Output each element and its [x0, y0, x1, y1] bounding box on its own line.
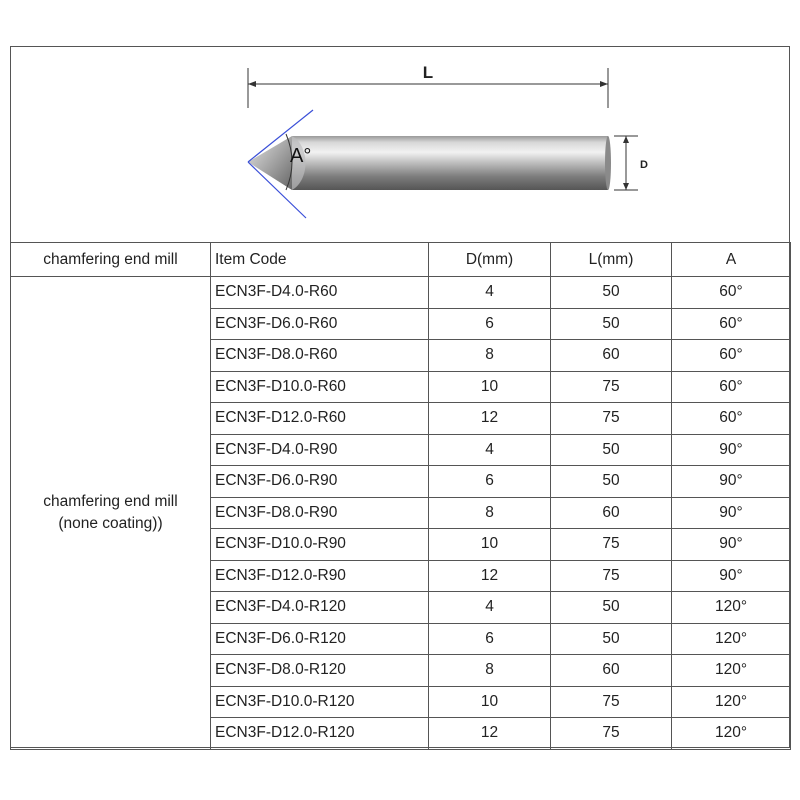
category-cell — [11, 277, 211, 750]
header-category: chamfering end mill — [11, 243, 211, 277]
item-code-cell: ECN3F-D4.0-R60 — [211, 277, 429, 309]
header-l: L(mm) — [551, 243, 672, 277]
item-code-cell: ECN3F-D10.0-R60 — [211, 371, 429, 403]
l-cell: 50 — [551, 277, 672, 309]
a-cell: 60° — [672, 308, 791, 340]
a-cell: 90° — [672, 466, 791, 498]
item-code-cell: ECN3F-D10.0-R120 — [211, 686, 429, 718]
table-body — [11, 277, 791, 750]
d-cell: 4 — [429, 434, 551, 466]
l-cell: 75 — [551, 560, 672, 592]
d-cell: 12 — [429, 403, 551, 435]
table-row — [11, 277, 791, 309]
l-cell: 60 — [551, 340, 672, 372]
d-cell: 6 — [429, 308, 551, 340]
table-header-row — [11, 243, 791, 277]
a-cell: 120° — [672, 686, 791, 718]
item-code-cell: ECN3F-D8.0-R60 — [211, 340, 429, 372]
tool-drawing-svg — [10, 46, 790, 242]
d-cell: 10 — [429, 371, 551, 403]
a-cell: 60° — [672, 403, 791, 435]
a-cell: 90° — [672, 434, 791, 466]
tool-drawing — [10, 46, 790, 242]
a-cell: 120° — [672, 655, 791, 687]
l-cell: 50 — [551, 308, 672, 340]
a-cell: 120° — [672, 718, 791, 750]
d-cell: 8 — [429, 497, 551, 529]
diameter-label: D — [640, 159, 648, 171]
d-cell: 10 — [429, 686, 551, 718]
item-code-cell: ECN3F-D4.0-R120 — [211, 592, 429, 624]
l-cell: 75 — [551, 371, 672, 403]
item-code-cell: ECN3F-D10.0-R90 — [211, 529, 429, 561]
length-label: L — [422, 63, 434, 82]
d-cell: 4 — [429, 277, 551, 309]
header-d: D(mm) — [429, 243, 551, 277]
angle-label: A° — [290, 145, 312, 167]
l-cell: 50 — [551, 466, 672, 498]
l-cell: 60 — [551, 497, 672, 529]
a-cell: 120° — [672, 623, 791, 655]
item-code-cell: ECN3F-D12.0-R90 — [211, 560, 429, 592]
a-cell: 90° — [672, 529, 791, 561]
diameter-dimension — [614, 136, 638, 190]
item-code-cell: ECN3F-D12.0-R60 — [211, 403, 429, 435]
l-cell: 75 — [551, 529, 672, 561]
d-cell: 6 — [429, 623, 551, 655]
l-cell: 50 — [551, 623, 672, 655]
header-item-code: Item Code — [211, 243, 429, 277]
item-code-cell: ECN3F-D6.0-R90 — [211, 466, 429, 498]
d-cell: 6 — [429, 466, 551, 498]
l-cell: 60 — [551, 655, 672, 687]
item-code-cell: ECN3F-D4.0-R90 — [211, 434, 429, 466]
a-cell: 60° — [672, 277, 791, 309]
a-cell: 90° — [672, 560, 791, 592]
d-cell: 8 — [429, 340, 551, 372]
item-code-cell: ECN3F-D12.0-R120 — [211, 718, 429, 750]
item-code-cell: ECN3F-D8.0-R90 — [211, 497, 429, 529]
l-cell: 75 — [551, 718, 672, 750]
header-a: A — [672, 243, 791, 277]
l-cell: 75 — [551, 403, 672, 435]
d-cell: 10 — [429, 529, 551, 561]
d-cell: 8 — [429, 655, 551, 687]
d-cell: 12 — [429, 560, 551, 592]
d-cell: 12 — [429, 718, 551, 750]
a-cell: 60° — [672, 340, 791, 372]
item-code-cell: ECN3F-D6.0-R60 — [211, 308, 429, 340]
item-code-cell: ECN3F-D6.0-R120 — [211, 623, 429, 655]
l-cell: 75 — [551, 686, 672, 718]
a-cell: 120° — [672, 592, 791, 624]
l-cell: 50 — [551, 592, 672, 624]
a-cell: 90° — [672, 497, 791, 529]
item-code-cell: ECN3F-D8.0-R120 — [211, 655, 429, 687]
category-line-2: (none coating)) — [58, 514, 163, 532]
l-cell: 50 — [551, 434, 672, 466]
d-cell: 4 — [429, 592, 551, 624]
spec-table — [10, 242, 791, 750]
category-line-1: chamfering end mill — [43, 492, 178, 510]
a-cell: 60° — [672, 371, 791, 403]
